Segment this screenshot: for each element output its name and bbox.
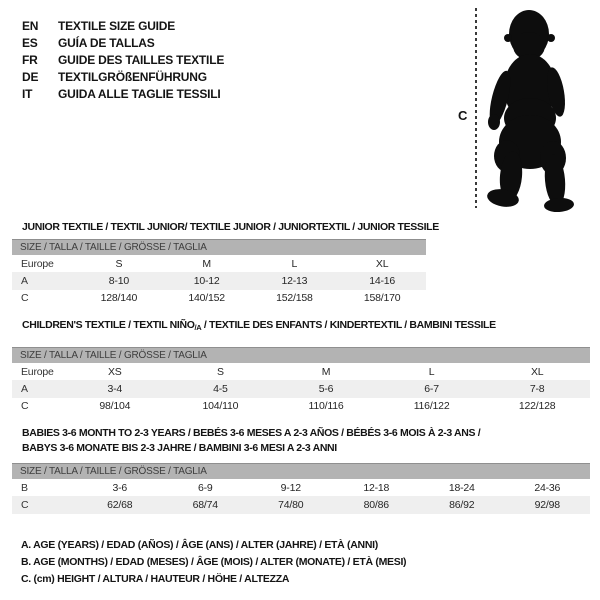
lang-code: ES — [22, 35, 38, 50]
baby-silhouette-icon — [485, 8, 580, 212]
row-label: B — [21, 481, 28, 494]
lang-row-it — [22, 86, 224, 103]
legend-height-cm: C. (cm) HEIGHT / ALTURA / HAUTEUR / HÖHE / ALTEZZA — [21, 573, 290, 585]
age-cell: 3-4 — [107, 383, 123, 396]
size-header-bar: SIZE / TALLA / TAILLE / GRÖSSE / TAGLIA — [12, 239, 426, 255]
age-cell: 5-6 — [318, 383, 334, 396]
age-cell: 12-18 — [363, 481, 390, 494]
row-label: Europe — [21, 257, 54, 270]
table-rows — [12, 255, 426, 307]
lang-text: GUÍA DE TALLAS — [58, 35, 155, 50]
height-cell: 128/140 — [100, 292, 138, 305]
size-cell: XL — [530, 365, 544, 378]
size-cell: S — [115, 257, 123, 270]
height-cell: 62/68 — [107, 499, 133, 512]
table-title-line1: BABIES 3-6 MONTH TO 2-3 YEARS / BEBÉS 3-6 MESES A 2-3 AÑOS / BÉBÉS 3-6 MOIS À 2-3 ANS / — [22, 427, 481, 439]
legend-age-years: A. AGE (YEARS) / EDAD (AÑOS) / ÂGE (ANS) / ALTER (JAHRE) / ETÀ (ANNI) — [21, 539, 378, 551]
row-label: C — [21, 292, 29, 305]
table-row-europe — [12, 255, 426, 272]
age-cell: 10-12 — [193, 275, 220, 288]
lang-text: GUIDE DES TAILLES TEXTILE — [58, 52, 225, 67]
age-cell: 6-7 — [424, 383, 439, 396]
table-row-age — [12, 380, 590, 397]
height-dotted-line — [475, 8, 477, 208]
legend — [21, 537, 406, 588]
table-rows — [12, 363, 590, 415]
table-title: CHILDREN'S TEXTILE / TEXTIL NIÑO/A / TEXTILE DES ENFANTS / KINDERTEXTIL / BAMBINI TESSILE — [22, 319, 496, 332]
lang-text: GUIDA ALLE TAGLIE TESSILI — [58, 87, 221, 102]
table-row-age-months — [12, 479, 590, 496]
height-cell: 68/74 — [192, 499, 218, 512]
size-cell: L — [428, 365, 435, 378]
age-cell: 12-13 — [281, 275, 308, 288]
lang-row-es — [22, 34, 224, 51]
age-cell: 8-10 — [108, 275, 129, 288]
lang-text: TEXTILE SIZE GUIDE — [58, 18, 176, 33]
row-label: Europe — [21, 365, 54, 378]
height-cell: 92/98 — [534, 499, 560, 512]
size-cell: M — [321, 365, 331, 378]
size-cell: XS — [107, 365, 122, 378]
lang-text: TEXTILGRÖßENFÜHRUNG — [58, 70, 207, 85]
lang-code: FR — [22, 52, 38, 67]
height-measure-label: C — [458, 108, 468, 123]
age-cell: 14-16 — [369, 275, 396, 288]
table-row-europe — [12, 363, 590, 380]
age-cell: 7-8 — [529, 383, 545, 396]
height-cell: 86/92 — [449, 499, 475, 512]
size-header-bar: SIZE / TALLA / TAILLE / GRÖSSE / TAGLIA — [12, 347, 590, 363]
lang-code: EN — [22, 18, 39, 33]
lang-code: DE — [22, 70, 39, 85]
height-cell: 152/158 — [276, 292, 313, 305]
height-cell: 74/80 — [278, 499, 304, 512]
size-header-bar: SIZE / TALLA / TAILLE / GRÖSSE / TAGLIA — [12, 463, 590, 479]
age-cell: 18-24 — [448, 481, 475, 494]
lang-code: IT — [22, 87, 33, 102]
lang-row-de — [22, 69, 224, 86]
table-row-height — [12, 398, 590, 415]
table-title-line2: BABYS 3-6 MONATE BIS 2-3 JAHRE / BAMBINI 3-6 MESI A 2-3 ANNI — [22, 441, 337, 454]
lang-row-en — [22, 17, 224, 34]
height-cell: 116/122 — [413, 400, 450, 413]
height-cell: 140/152 — [188, 292, 225, 305]
age-cell: 6-9 — [197, 481, 213, 494]
age-cell: 9-12 — [280, 481, 301, 494]
age-cell: 4-5 — [213, 383, 228, 396]
row-label: C — [21, 499, 29, 512]
size-cell: XL — [375, 257, 389, 270]
size-cell: L — [291, 257, 298, 270]
table-title: JUNIOR TEXTILE / TEXTIL JUNIOR/ TEXTILE JUNIOR / JUNIORTEXTIL / JUNIOR TESSILE — [22, 221, 439, 233]
age-cell: 3-6 — [112, 481, 128, 494]
table-row-age — [12, 272, 426, 289]
table-row-height — [12, 290, 426, 307]
row-label: A — [21, 275, 28, 288]
table-rows — [12, 479, 590, 514]
size-cell: M — [202, 257, 211, 270]
lang-row-fr — [22, 51, 224, 68]
height-cell: 80/86 — [363, 499, 389, 512]
table-row-height — [12, 496, 590, 513]
height-cell: 104/110 — [202, 400, 239, 413]
age-cell: 24-36 — [534, 481, 561, 494]
table-title — [22, 426, 590, 455]
row-label: C — [21, 400, 29, 413]
height-cell: 122/128 — [518, 400, 556, 413]
height-cell: 98/104 — [99, 400, 131, 413]
height-cell: 110/116 — [308, 400, 344, 413]
size-cell: S — [216, 365, 224, 378]
row-label: A — [21, 383, 28, 396]
language-header — [22, 17, 224, 103]
height-cell: 158/170 — [363, 292, 401, 305]
legend-age-months: B. AGE (MONTHS) / EDAD (MESES) / ÂGE (MOIS) / ALTER (MONATE) / ETÀ (MESI) — [21, 556, 407, 568]
